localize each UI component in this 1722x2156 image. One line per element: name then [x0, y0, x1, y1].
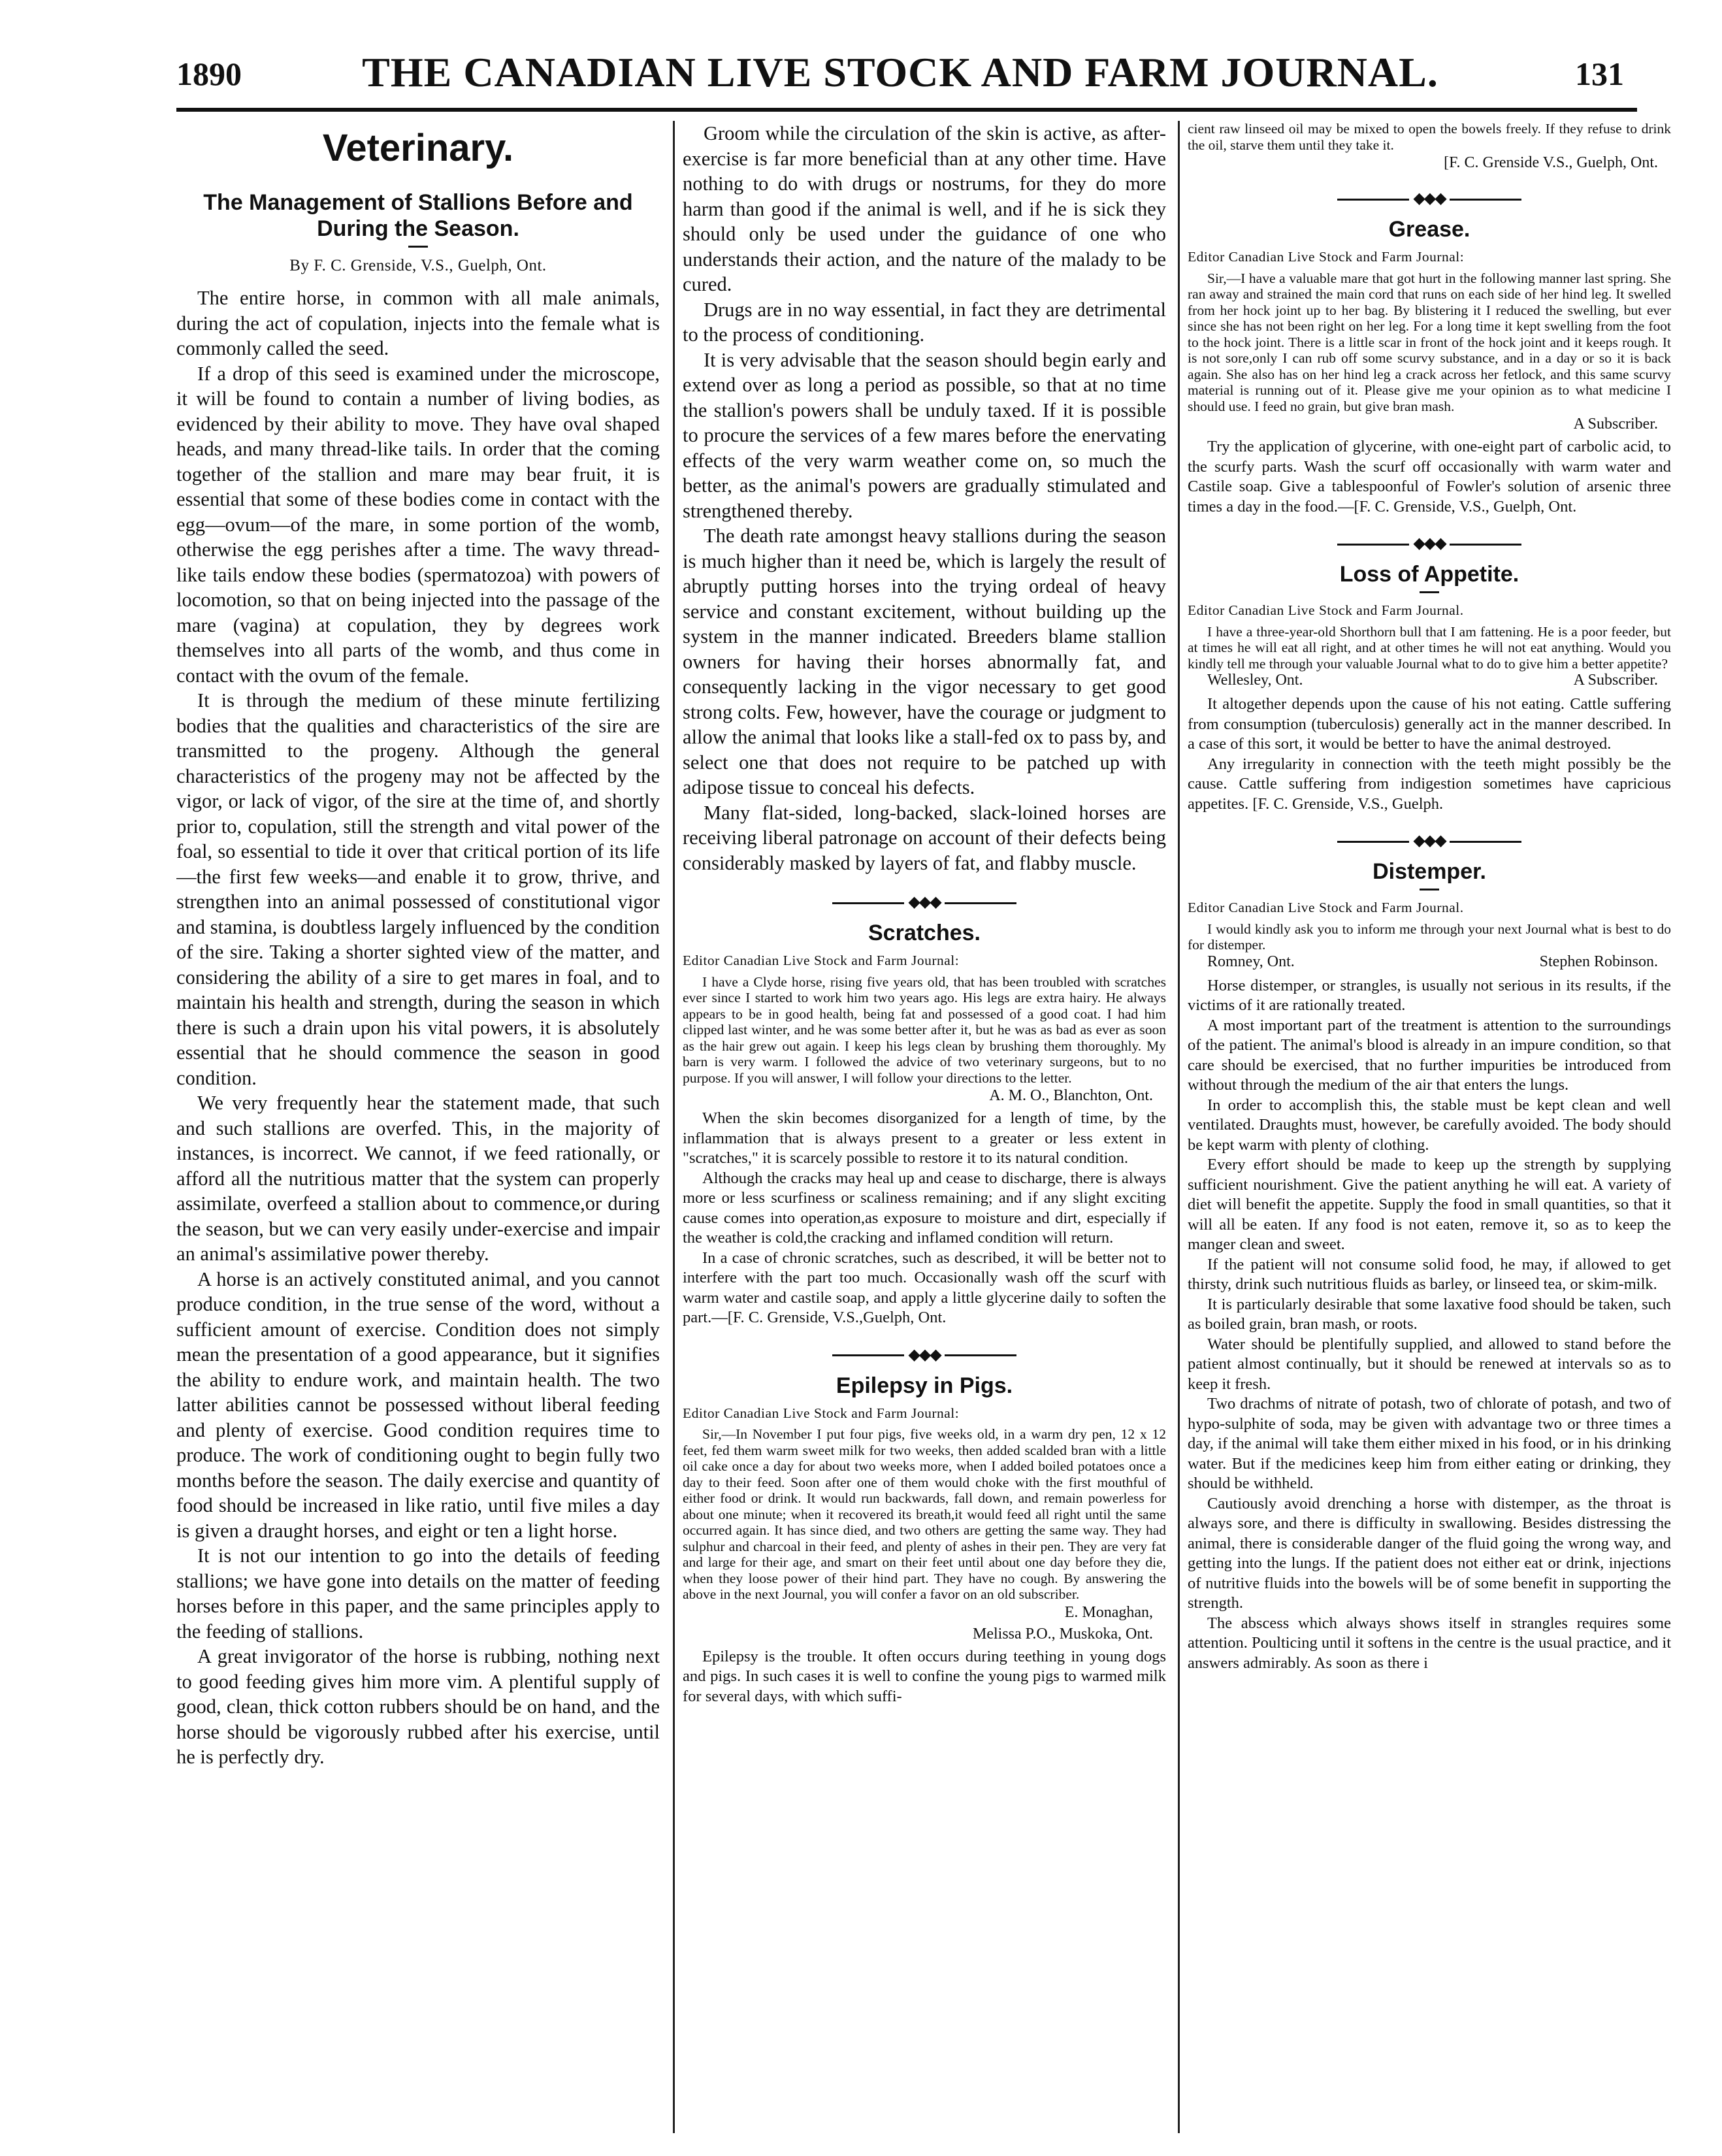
letter-signature-name: A Subscriber.: [1573, 672, 1658, 689]
distemper-title: Distemper.: [1373, 859, 1486, 884]
letter-text: I have a three-year-old Shorthorn bull that I am fattening. He is a poor feeder, but at times he will eat all right, and at other times he will not eat anything. Would you kindly tell me through your valuable Journal what to do to give him a better appetite?: [1188, 623, 1671, 672]
journal-title: THE CANADIAN LIVE STOCK AND FARM JOURNAL.: [362, 49, 1438, 95]
grease-title: Grease.: [1388, 217, 1470, 242]
letter-text: I have a Clyde horse, rising five years old, that has been troubled with scratches ever since I started to work him two years ago. His legs are extra hairy. He always appears to be in good health, being fat and possessed of a good coat. I had him clipped last winter, and he was some better after it, but he was as bad as ever as soon as the hair grew out again. I keep his legs clean by brushing them thoroughly. My barn is very warm. I followed the advice of two veterinary surgeons, but to no purpose. If you will answer, I will follow your directions to the letter.: [683, 973, 1166, 1086]
answer-paragraph: Two drachms of nitrate of potash, two of chlorate of potash, and two of hypo-sulphite of soda, may be given with advantage two or three times a day, if the animal will take them either mixed in his food, or in his drinking water. But if the medicines keep him from either eating or drinking, they should be withheld.: [1188, 1395, 1671, 1492]
editor-salutation: Editor Canadian Live Stock and Farm Journal:: [1188, 249, 1465, 265]
title-dash: [1420, 591, 1439, 593]
continuation-text: cient raw linseed oil may be mixed to open the bowels freely. If they refuse to drink the oil, starve them until they take it.: [1188, 121, 1671, 153]
paragraph: If a drop of this seed is examined under the microscope, it will be found to contain a number of living bodies, as evidenced by their ability to move. They have oval shaped heads, and many thread-like tails. In order that the coming together of the stallion and mare may bear fruit, it is essential that some of these bodies come in contact with the egg—ovum—of the mare, in some portion of the womb, otherwise the egg perishes after a time. The wavy thread-like tails endow these bodies (spermatozoa) with powers of locomotion, so that on being injected into the passage of the mare (vagina) at copulation, they by degrees work themselves into all parts of the womb, and thus come in contact with the ovum of the female.: [176, 362, 660, 687]
answer-paragraph: The abscess which always shows itself in strangles requires some attention. Poulticing until it softens in the centre is the usual practice, and it answers admirably. As soon as there i: [1188, 1614, 1671, 1672]
answer-paragraph: Although the cracks may heal up and cease to discharge, there is always more or less scurfiness or scaliness remaining; and if any slight exciting cause comes into operation,as exposure to moisture and dirt, especially if the weather is cold,the cracking and inflamed condition will return.: [683, 1169, 1166, 1247]
continuation-signature: [F. C. Grenside V.S., Guelph, Ont.: [1444, 154, 1658, 171]
title-dash: [408, 246, 428, 248]
answer-paragraph: Every effort should be made to keep up the strength by supplying sufficient nourishment. Give the patient anything he will eat. A variety of diet will benefit the appetite. Supply the food in small quantities, so that it will all be eaten. If any food is not eaten, remove it, so as to keep the manger clean and sweet.: [1188, 1156, 1671, 1253]
editor-salutation: Editor Canadian Live Stock and Farm Journal.: [1188, 900, 1464, 915]
answer-paragraph: In a case of chronic scratches, such as described, it will be better not to interfere with the part too much. Occasionally wash off the scurf with warm water and castile soap, and apply a little glycerine daily to soften the part.—[F. C. Grenside, V.S.,Guelph, Ont.: [683, 1249, 1166, 1326]
answer-paragraph: Water should be plentifully supplied, and allowed to stand before the patient almost continually, but it should be renewed at intervals so as to keep it fresh.: [1188, 1335, 1671, 1393]
column-1: [176, 121, 660, 2136]
paragraph: It is through the medium of these minute fertilizing bodies that the qualities and characteristics of the sire are transmitted to the progeny. Although the general characteristics of the progeny may not be affected by the vigor, or lack of vigor, of the sire at the time of, and shortly prior to, copulation, still the strength and vital power of the foal, so essential to tide it over that critical portion of its life—the first few weeks—and enable it to grow, thrive, and strengthen into an animal possessed of constitutional vigor and stamina, is doubtless largely influenced by the condition of the sire. Taking a shorter sighted view of the matter, and considering the ability of a sire to get mares in foal, and to maintain his health and strength, during the season in which there is such a drain upon his vital powers, it is absolutely essential that he should commence the season in good condition.: [176, 689, 660, 1089]
editor-salutation: Editor Canadian Live Stock and Farm Journal:: [683, 1405, 960, 1421]
letter-signature-row: [1188, 672, 1671, 689]
letter-signature: A Subscriber.: [1573, 416, 1658, 433]
issue-year: 1890: [176, 56, 242, 92]
paragraph: Groom while the circulation of the skin is active, as after-exercise is far more beneficial than at any other time. Have nothing to do with drugs or nostrums, for they do more harm than good if the animal is well, and if he is sick they should only be used under the guidance of one who understands their action, and the nature of the malady to be cured.: [683, 122, 1166, 295]
answer-paragraph: It is particularly desirable that some laxative food should be taken, such as boiled grain, bran mash, or roots.: [1188, 1295, 1671, 1333]
byline: By F. C. Grenside, V.S., Guelph, Ont.: [289, 257, 547, 274]
answer-paragraph: When the skin becomes disorganized for a length of time, by the inflammation that is always present to a greater or less extent in "scratches," it is scarcely possible to restore it to its natural condition.: [683, 1109, 1166, 1167]
title-dash: [1420, 889, 1439, 890]
letter-signature-place: Melissa P.O., Muskoka, Ont.: [972, 1625, 1153, 1642]
editor-salutation: Editor Canadian Live Stock and Farm Journal.: [1188, 602, 1464, 618]
paragraph: A horse is an actively constituted animal, and you cannot produce condition, in the true sense of the word, without a sufficient amount of exercise. Condition does not simply mean the presentation of a good appearance, but it signifies the ability to endure work, and maintain health. The two latter abilities cannot be possessed without liberal feeding and plenty of exercise. Good condition requires time to produce. The work of conditioning ought to begin fully two months before the season. The daily exercise and quantity of food should be increased in like ratio, until five miles a day is given a draught horses, and eight or ten a light horse.: [176, 1267, 660, 1542]
answer-paragraph: Try the application of glycerine, with one-eight part of carbolic acid, to the scurfy parts. Wash the scurf off occasionally with warm water and Castile soap. Give a tablespoonful of Fowler's solution of arsenic three times a day in the food.—[F. C. Grenside, V.S., Guelph, Ont.: [1188, 438, 1671, 515]
paragraph: A great invigorator of the horse is rubbing, nothing next to good feeding gives him more vim. A plentiful supply of good, clean, thick cotton rubbers should be on hand, and the horse should be vigorously rubbed after his exercise, until he is perfectly dry.: [176, 1645, 660, 1768]
section-ornament: ◆◆◆: [1188, 534, 1671, 553]
page-number: 131: [1575, 56, 1624, 92]
letter-signature: A. M. O., Blanchton, Ont.: [989, 1087, 1153, 1104]
paragraph: The entire horse, in common with all male animals, during the act of copulation, injects into the female what is commonly called the seed.: [176, 287, 660, 359]
section-title: Veterinary.: [322, 127, 514, 169]
column-rule-1: [673, 121, 675, 2133]
letter-signature-name: E. Monaghan,: [1064, 1603, 1153, 1621]
answer-paragraph: Any irregularity in connection with the teeth might possibly be the cause. Cattle suffering from indigestion sometimes have capricious appetites. [F. C. Grenside, V.S., Guelph.: [1188, 755, 1671, 813]
column-3: [1188, 121, 1671, 2136]
paragraph: The death rate amongst heavy stallions during the season is much higher than it need be, which is largely the result of abruptly putting horses into the trying ordeal of heavy service and constant excitement, without building up the system in the manner indicated. Breeders blame stallion owners for having their horses abnormally fat, and consequently lacking in the vigor necessary to get good strong colts. Few, however, have the courage or judgment to allow the animal that looks like a stall-fed ox to pass by, and select one that does not require to be patched up with adipose tissue to conceal his defects.: [683, 525, 1166, 798]
masthead: [176, 46, 1722, 105]
letter-text: I would kindly ask you to inform me through your next Journal what is best to do for distemper.: [1188, 921, 1671, 953]
answer-paragraph: Epilepsy is the trouble. It often occurs during teething in young dogs and pigs. In such cases it is well to confine the young pigs to warmed milk for several days, with which suffi-: [683, 1647, 1166, 1705]
appetite-title: Loss of Appetite.: [1339, 562, 1519, 587]
column-rule-2: [1178, 121, 1180, 2133]
answer-paragraph: In order to accomplish this, the stable must be kept clean and well ventilated. Draughts must, however, be carefully avoided. The body should be kept warm with plenty of clothing.: [1188, 1096, 1671, 1154]
header-rule: [176, 108, 1637, 112]
answer-paragraph: A most important part of the treatment is attention to the surroundings of the patient. The animal's blood is already in an impure condition, so that care should be exercised, that no further impurities be introduced from without through the medium of the air that enters the lungs.: [1188, 1016, 1671, 1094]
answer-paragraph: Cautiously avoid drenching a horse with distemper, as the throat is always sore, and there is difficulty in swallowing. Besides distressing the animal, there is considerable danger of the fluid going the wrong way, and getting into the lungs. If the patient does not either eat or drink, injections of nutritive fluids into the bowels will be of some benefit in supporting the strength.: [1188, 1494, 1671, 1612]
letter-signature-name: Stephen Robinson.: [1539, 953, 1658, 970]
paragraph: It is very advisable that the season should begin early and extend over as long a period as possible, so that at no time the stallion's powers shall be unduly taxed. If it is possible to procure the services of a few mares before the enervating effects of the very warm weather come on, so much the better, as the animal's powers are gradually stimulated and strengthened thereby.: [683, 348, 1166, 522]
answer-paragraph: If the patient will not consume solid food, he may, if allowed to get thirsty, drink such nutritious fluids as barley, or linseed tea, or skim-milk.: [1188, 1255, 1671, 1293]
letter-text: Sir,—In November I put four pigs, five weeks old, in a warm dry pen, 12 x 12 feet, fed them warm sweet milk for two weeks, then added scalded bran with a little oil cake once a day for about two weeks more, when I added boiled potatoes once a day to their feed. Soon after one of them would choke with the first mouthful of either food or drink. It would run backwards, fall down, and remain powerless for about one minute; when it recovered its breath,it would feed all right until the same occurred again. It has since died, and two others are getting the same way. They had sulphur and charcoal in their feed, and plenty of ashes in their pen. They are very fat and large for their age, and smart on their feet until about one day before they die, when they loose power of their hind part. They have no cough. By answering the above in the next Journal, you will confer a favor on an old subscriber.: [683, 1426, 1166, 1602]
paragraph: We very frequently hear the statement made, that such and such stallions are overfed. This, in the majority of instances, is incorrect. We cannot, if we feed rationally, or afford all the nutritious matter that the system can properly assimilate, overfeed a stallion about to commence,or during the season, but we can very easily under-exercise and impair an animal's assimilative power thereby.: [176, 1092, 660, 1265]
paragraph: Many flat-sided, long-backed, slack-loined horses are receiving liberal patronage on account of their defects being considerably masked by layers of fat, and flabby muscle.: [683, 801, 1166, 874]
section-ornament: ◆◆◆: [1188, 831, 1671, 850]
answer-paragraph: It altogether depends upon the cause of his not eating. Cattle suffering from consumption (tuberculosis) generally act in the manner described. In a case of this sort, it would be better to have the animal destroyed.: [1188, 695, 1671, 753]
paragraph: Drugs are in no way essential, in fact they are detrimental to the process of conditioning.: [683, 298, 1166, 346]
section-ornament: ◆◆◆: [1188, 189, 1671, 208]
section-ornament: ◆◆◆: [683, 1345, 1166, 1364]
section-ornament: ◆◆◆: [683, 892, 1166, 911]
scratches-title: Scratches.: [868, 921, 981, 945]
article-title: The Management of Stallions Before and During the Season.: [203, 190, 633, 241]
epilepsy-title: Epilepsy in Pigs.: [836, 1373, 1013, 1398]
column-2: [683, 121, 1166, 2136]
letter-signature-row: [1188, 953, 1671, 971]
letter-signature-place: Wellesley, Ont.: [1207, 672, 1303, 689]
answer-paragraph: Horse distemper, or strangles, is usually not serious in its results, if the victims of it are rationally treated.: [1188, 976, 1671, 1014]
editor-salutation: Editor Canadian Live Stock and Farm Journal:: [683, 953, 960, 968]
paragraph: It is not our intention to go into the details of feeding stallions; we have gone into details on the matter of feeding horses before in this paper, and the same principles apply to the feeding of stallions.: [176, 1544, 660, 1642]
letter-signature-place: Romney, Ont.: [1207, 953, 1295, 970]
letter-text: Sir,—I have a valuable mare that got hurt in the following manner last spring. She ran away and strained the main cord that runs on each side of her hind leg. It swelled from her hock joint up to her bag. By blistering it I reduced the swelling, but ever since she has not been right on her leg. For a long time it kept swelling from the foot to the hock joint. There is a little scar in front of the hock joint and it keeps rough. It is not sore,only I can rub off some scurvy substance, and in a day or so it is back again. She also has on her hind leg a crack across her fetlock, and this same scurvy material is running out of it. Please give me your opinion as to what medicine I should use. I feed no grain, but give bran mash.: [1188, 270, 1671, 414]
